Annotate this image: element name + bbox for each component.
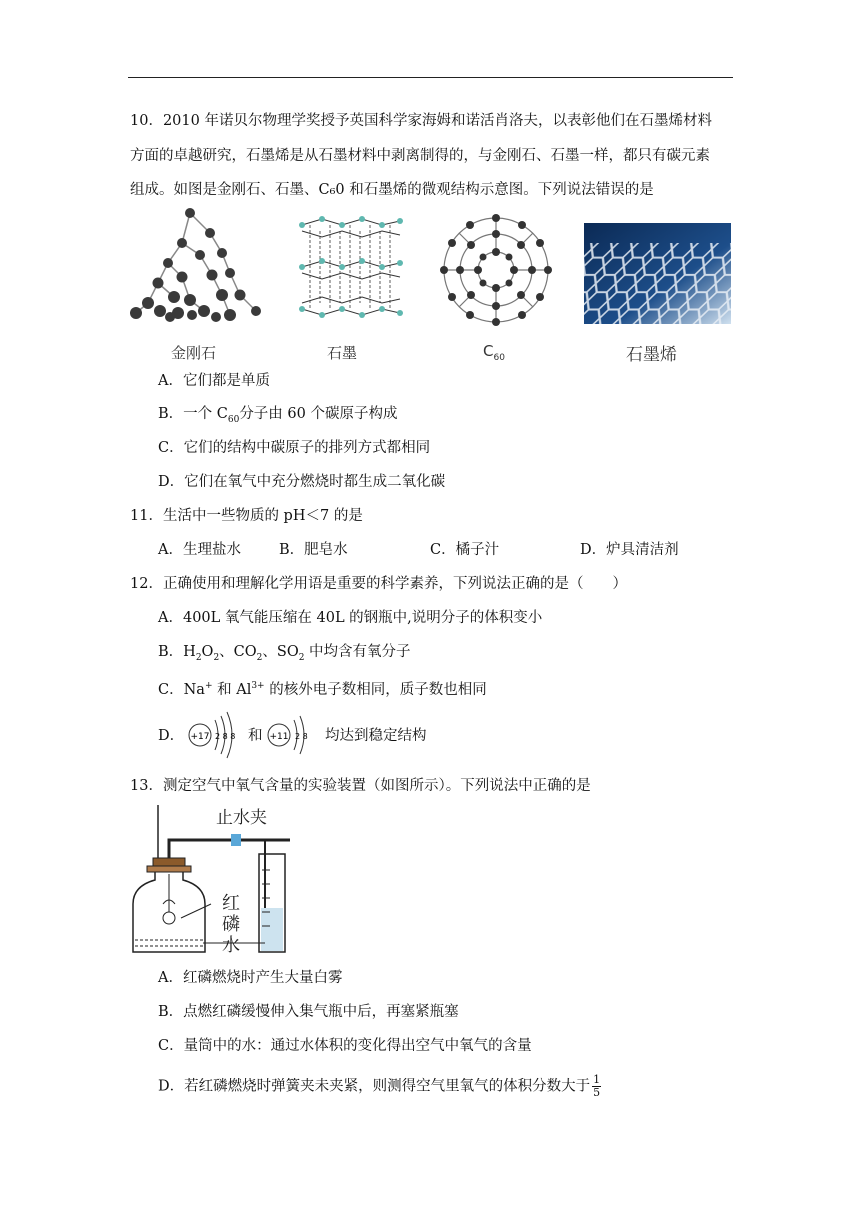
q11-option-b[interactable]: B．肥皂水 — [279, 542, 348, 558]
q10-option-a[interactable]: A．它们都是单质 — [158, 373, 270, 389]
c60-structure-figure — [436, 213, 556, 327]
q10-stem-line3: 组成。如图是金刚石、石墨、C₆0 和石墨烯的微观结构示意图。下列说法错误的是 — [130, 182, 654, 198]
q13-stem: 13．测定空气中氧气含量的实验装置（如图所示）。下列说法中正确的是 — [130, 778, 591, 794]
diamond-caption: 金刚石 — [171, 344, 217, 362]
q12-stem: 12．正确使用和理解化学用语是重要的科学素养，下列说法正确的是（ ） — [130, 576, 627, 592]
atom1-electron-label: 2 8 8 — [215, 732, 236, 741]
graphene-structure-figure — [584, 223, 731, 324]
q10-stem-line1: 10．2010 年诺贝尔物理学奖授予英国科学家海姆和诺活肖洛夫，以表彰他们在石墨烯材料 — [130, 113, 712, 129]
c60-caption: $C_{60}$ — [483, 342, 505, 363]
chlorine-atom-diagram — [183, 710, 243, 760]
header-rule — [128, 77, 733, 78]
q10-option-c[interactable]: C．它们的结构中碳原子的排列方式都相同 — [158, 440, 431, 456]
atom2-electron-label: 2 8 — [295, 732, 308, 741]
sodium-ion-diagram — [265, 710, 320, 760]
graphite-caption: 石墨 — [327, 344, 358, 362]
atom1-nucleus-label: +17 — [190, 732, 210, 742]
graphene-caption: 石墨烯 — [626, 345, 677, 365]
atom2-nucleus-label: +11 — [269, 732, 289, 742]
q11-option-a[interactable]: A．生理盐水 — [158, 542, 241, 558]
q11-option-d[interactable]: D．炉具清洁剂 — [580, 542, 679, 558]
red-label: 红 — [222, 893, 240, 914]
q12-option-b[interactable]: B．$H_2O_2$、$CO_2$、$SO_2$ 中均含有氧分子 — [158, 644, 411, 663]
q12-d-join: 和 — [248, 728, 263, 744]
water-label: 水 — [222, 935, 240, 956]
clamp-label: 止水夹 — [216, 808, 267, 828]
q10-stem-line2: 方面的卓越研究，石墨烯是从石墨材料中剥离制得的，与金刚石、石墨一样，都只有碳元素 — [130, 148, 710, 164]
q13-option-d[interactable]: D．若红磷燃烧时弹簧夹未夹紧，则测得空气里氧气的体积分数大于 $\frac{1}{5}$ — [158, 1073, 601, 1099]
q12-option-d[interactable]: D． — [158, 728, 185, 744]
q13-option-b[interactable]: B．点燃红磷缓慢伸入集气瓶中后，再塞紧瓶塞 — [158, 1004, 459, 1020]
q13-option-a[interactable]: A．红磷燃烧时产生大量白雾 — [158, 970, 343, 986]
q10-option-d[interactable]: D．它们在氧气中充分燃烧时都生成二氧化碳 — [158, 474, 446, 490]
q11-stem: 11．生活中一些物质的 pH＜7 的是 — [130, 508, 363, 524]
q12-option-a[interactable]: A．400L 氧气能压缩在 40L 的钢瓶中,说明分子的体积变小 — [158, 610, 543, 626]
q12-option-c[interactable]: C．Na+ 和 $Al^{3+}$ 的核外电子数相同，质子数也相同 — [158, 681, 487, 698]
graphite-structure-figure — [296, 213, 406, 325]
q11-option-c[interactable]: C．橘子汁 — [430, 542, 500, 558]
fraction-one-fifth: $\frac{1}{5}$ — [593, 1073, 601, 1099]
diamond-structure-figure — [130, 205, 265, 327]
phosphorus-label: 磷 — [222, 914, 240, 935]
q13-option-c[interactable]: C．量筒中的水：通过水体积的变化得出空气中氧气的含量 — [158, 1038, 532, 1054]
q10-option-b[interactable]: B．一个 $C_{60}$分子由 60 个碳原子构成 — [158, 406, 398, 425]
q12-d-rest: 均达到稳定结构 — [325, 728, 427, 744]
